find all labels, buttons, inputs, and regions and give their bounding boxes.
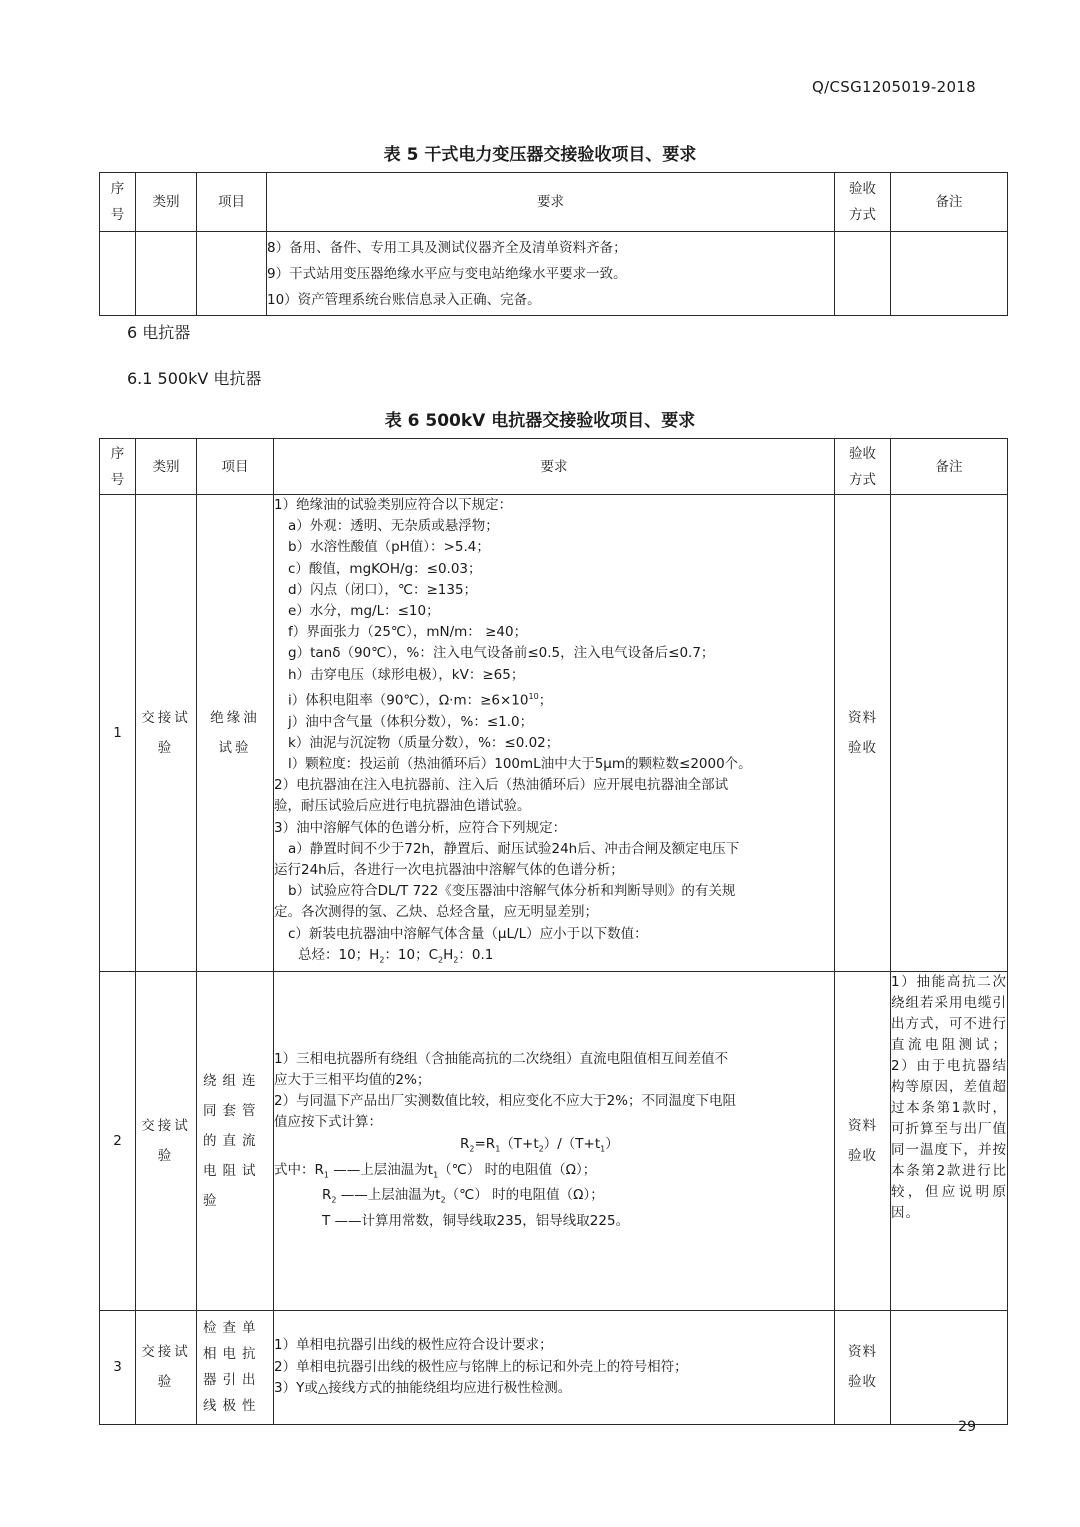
seq-cell xyxy=(100,232,136,316)
category-cell xyxy=(136,232,197,316)
item-cell xyxy=(197,232,267,316)
remark-cell: 1）抽能高抗二次绕组若采用电缆引出方式，可不进行直流电阻测试；2）由于电抗器结构等原因，差值超过本条第1款时，可折算至与出厂值同一温度下，并按本条第2款进行比较，但应说明原因。 xyxy=(891,971,1008,1310)
subscript: 2 xyxy=(438,955,444,965)
subscript: 2 xyxy=(440,1196,446,1206)
requirement-line: f）界面张力（25℃），mN/m： ≥40； xyxy=(288,624,528,641)
requirement-line: 9）干式站用变压器绝缘水平应与变电站绝缘水平要求一致。 xyxy=(267,265,627,282)
header-remark: 备注 xyxy=(891,439,1008,495)
requirement-line: 2）电抗器油在注入电抗器前、注入后（热油循环后）应开展电抗器油全部试 xyxy=(274,777,729,794)
category-cell: 交接试验 xyxy=(136,1310,197,1424)
table6 xyxy=(99,438,1008,1425)
requirement-line: 10）资产管理系统台账信息录入正确、完备。 xyxy=(267,291,541,308)
requirement-line: 定。各次测得的氢、乙炔、总烃含量，应无明显差别； xyxy=(274,904,598,921)
remark-cell xyxy=(891,495,1008,972)
subscript: 2 xyxy=(469,1144,475,1154)
requirement-text: ——上层油温为t xyxy=(336,1187,441,1204)
header-item: 项目 xyxy=(197,439,274,495)
requirement-cell xyxy=(267,232,835,316)
method-cell: 资料验收 xyxy=(835,495,891,972)
superscript: 10 xyxy=(528,691,539,701)
subscript: 2 xyxy=(453,955,459,965)
requirement-line: a）静置时间不少于72h，静置后、耐压试验24h后、冲击合闸及额定电压下 xyxy=(288,840,740,857)
header-method: 验收方式 xyxy=(835,173,891,232)
seq-cell: 2 xyxy=(100,971,136,1310)
table-row xyxy=(100,232,1008,316)
requirement-line: 运行24h后，各进行一次电抗器油中溶解气体的色谱分析； xyxy=(274,861,624,878)
requirement-text: R xyxy=(322,1187,332,1204)
requirement-line xyxy=(274,1185,834,1211)
requirement-line: T ——计算用常数，铜导线取235，铝导线取225。 xyxy=(322,1213,630,1230)
requirement-line: l）颗粒度：投运前（热油循环后）100mL油中大于5μm的颗粒数≤2000个。 xyxy=(288,755,752,772)
requirement-line xyxy=(274,945,834,971)
requirement-line: c）酸值，mgKOH/g：≤0.03； xyxy=(288,560,482,577)
requirement-line: g）tanδ（90℃），%：注入电气设备前≤0.5，注入电气设备后≤0.7； xyxy=(288,645,715,662)
requirement-line: 2）单相电抗器引出线的极性应与铭牌上的标记和外壳上的符号相符； xyxy=(274,1358,688,1375)
requirement-text: （℃） 时的电阻值（Ω）； xyxy=(438,1161,597,1178)
formula-text: （T+t xyxy=(500,1135,539,1152)
requirement-line: 1）三相电抗器所有绕组（含抽能高抗的二次绕组）直流电阻值相互间差值不 xyxy=(274,1050,729,1067)
category-cell: 交接试验 xyxy=(136,971,197,1310)
method-cell xyxy=(835,232,891,316)
requirement-line: e）水分，mg/L：≤10； xyxy=(288,603,440,620)
requirement-text: ：0.1 xyxy=(458,946,494,963)
remark-cell xyxy=(891,232,1008,316)
formula-line xyxy=(274,1134,834,1160)
item-cell: 检查单相电抗器引出线极性 xyxy=(197,1310,274,1424)
requirement-text: （℃） 时的电阻值（Ω）； xyxy=(445,1187,604,1204)
header-requirement: 要求 xyxy=(274,439,835,495)
header-remark: 备注 xyxy=(891,173,1008,232)
subsection-heading: 6.1 500kV 电抗器 xyxy=(127,369,262,388)
requirement-text: 总烃：10；H xyxy=(298,946,380,963)
seq-cell: 1 xyxy=(100,495,136,972)
subscript: 2 xyxy=(538,1144,544,1154)
method-cell: 资料验收 xyxy=(835,971,891,1310)
header-category: 类别 xyxy=(136,173,197,232)
requirement-cell xyxy=(274,495,835,972)
requirement-line: 3）Y或△接线方式的抽能绕组均应进行极性检测。 xyxy=(274,1379,572,1396)
requirement-line xyxy=(274,1160,834,1186)
formula-text: ）/（T+t xyxy=(543,1135,601,1152)
requirement-line: c）新装电抗器油中溶解气体含量（μL/L）应小于以下数值： xyxy=(288,925,648,942)
subscript: 1 xyxy=(433,1170,439,1180)
requirement-line: 1）绝缘油的试验类别应符合以下规定： xyxy=(274,497,513,513)
table5 xyxy=(99,172,1008,316)
document-code: Q/CSG1205019-2018 xyxy=(812,78,976,96)
seq-cell: 3 xyxy=(100,1310,136,1424)
requirement-line: 应大于三相平均值的2%； xyxy=(274,1072,431,1089)
requirement-line: 验，耐压试验后应进行电抗器油色谱试验。 xyxy=(274,798,531,815)
header-category: 类别 xyxy=(136,439,197,495)
requirement-line: 2）与同温下产品出厂实测数值比较，相应变化不应大于2%；不同温度下电阻 xyxy=(274,1093,737,1110)
requirement-cell xyxy=(274,1310,835,1424)
requirement-text: H xyxy=(443,946,454,963)
requirement-text: ——上层油温为t xyxy=(328,1161,434,1178)
header-seq: 序号 xyxy=(100,173,136,232)
table5-header-row xyxy=(100,173,1008,232)
requirement-cell xyxy=(274,971,835,1310)
requirement-line: 1）单相电抗器引出线的极性应符合设计要求； xyxy=(274,1337,553,1354)
requirement-line: a）外观：透明、无杂质或悬浮物； xyxy=(288,518,499,535)
requirement-line: b）试验应符合DL/T 722《变压器油中溶解气体分析和判断导则》的有关规 xyxy=(288,883,736,900)
requirement-text: ：10；C xyxy=(384,946,439,963)
section-heading: 6 电抗器 xyxy=(127,323,191,342)
table-row xyxy=(100,495,1008,972)
table5-title: 表 5 干式电力变压器交接验收项目、要求 xyxy=(383,145,697,165)
table-row xyxy=(100,971,1008,1310)
table-row xyxy=(100,1310,1008,1424)
requirement-line: d）闪点（闭口），℃：≥135； xyxy=(288,581,478,598)
requirement-line: i）体积电阻率（90℃），Ω·m：$\ge 6\times 10^{10}$； xyxy=(288,691,553,709)
table6-header-row xyxy=(100,439,1008,495)
formula-text: ） xyxy=(605,1135,619,1152)
requirement-text: 式中：R xyxy=(274,1161,324,1178)
subscript: 2 xyxy=(379,955,385,965)
header-requirement: 要求 xyxy=(267,173,835,232)
header-method: 验收方式 xyxy=(835,439,891,495)
header-seq: 序号 xyxy=(100,439,136,495)
remark-cell xyxy=(891,1310,1008,1424)
subscript: 1 xyxy=(495,1144,501,1154)
subscript: 2 xyxy=(331,1196,337,1206)
requirement-line: j）油中含气量（体积分数），%：≤1.0； xyxy=(288,713,534,730)
requirement-line: h）击穿电压（球形电极），kV：≥65； xyxy=(288,666,525,683)
requirement-line: 3）油中溶解气体的色谱分析，应符合下列规定： xyxy=(274,819,567,836)
requirement-line: k）油泥与沉淀物（质量分数），%：≤0.02； xyxy=(288,734,560,751)
formula-text: =R xyxy=(474,1135,496,1152)
requirement-line: b）水溶性酸值（pH值）：>5.4； xyxy=(288,539,490,556)
subscript: 1 xyxy=(600,1144,606,1154)
item-cell: 绝缘油试验 xyxy=(197,495,274,972)
subscript: 1 xyxy=(323,1170,329,1180)
page-number: 29 xyxy=(958,1419,976,1435)
requirement-text: i）体积电阻率（90℃），Ω·m：≥6×10 xyxy=(288,692,529,709)
requirement-line: 值应按下式计算： xyxy=(274,1114,382,1131)
requirement-line: 8）备用、备件、专用工具及测试仪器齐全及清单资料齐备； xyxy=(267,239,627,256)
item-cell: 绕组连同套管的直流电阻试验 xyxy=(197,971,274,1310)
header-item: 项目 xyxy=(197,173,267,232)
method-cell: 资料验收 xyxy=(835,1310,891,1424)
table6-title: 表 6 500kV 电抗器交接验收项目、要求 xyxy=(384,411,696,431)
formula-text: R xyxy=(460,1135,470,1152)
category-cell: 交接试验 xyxy=(136,495,197,972)
